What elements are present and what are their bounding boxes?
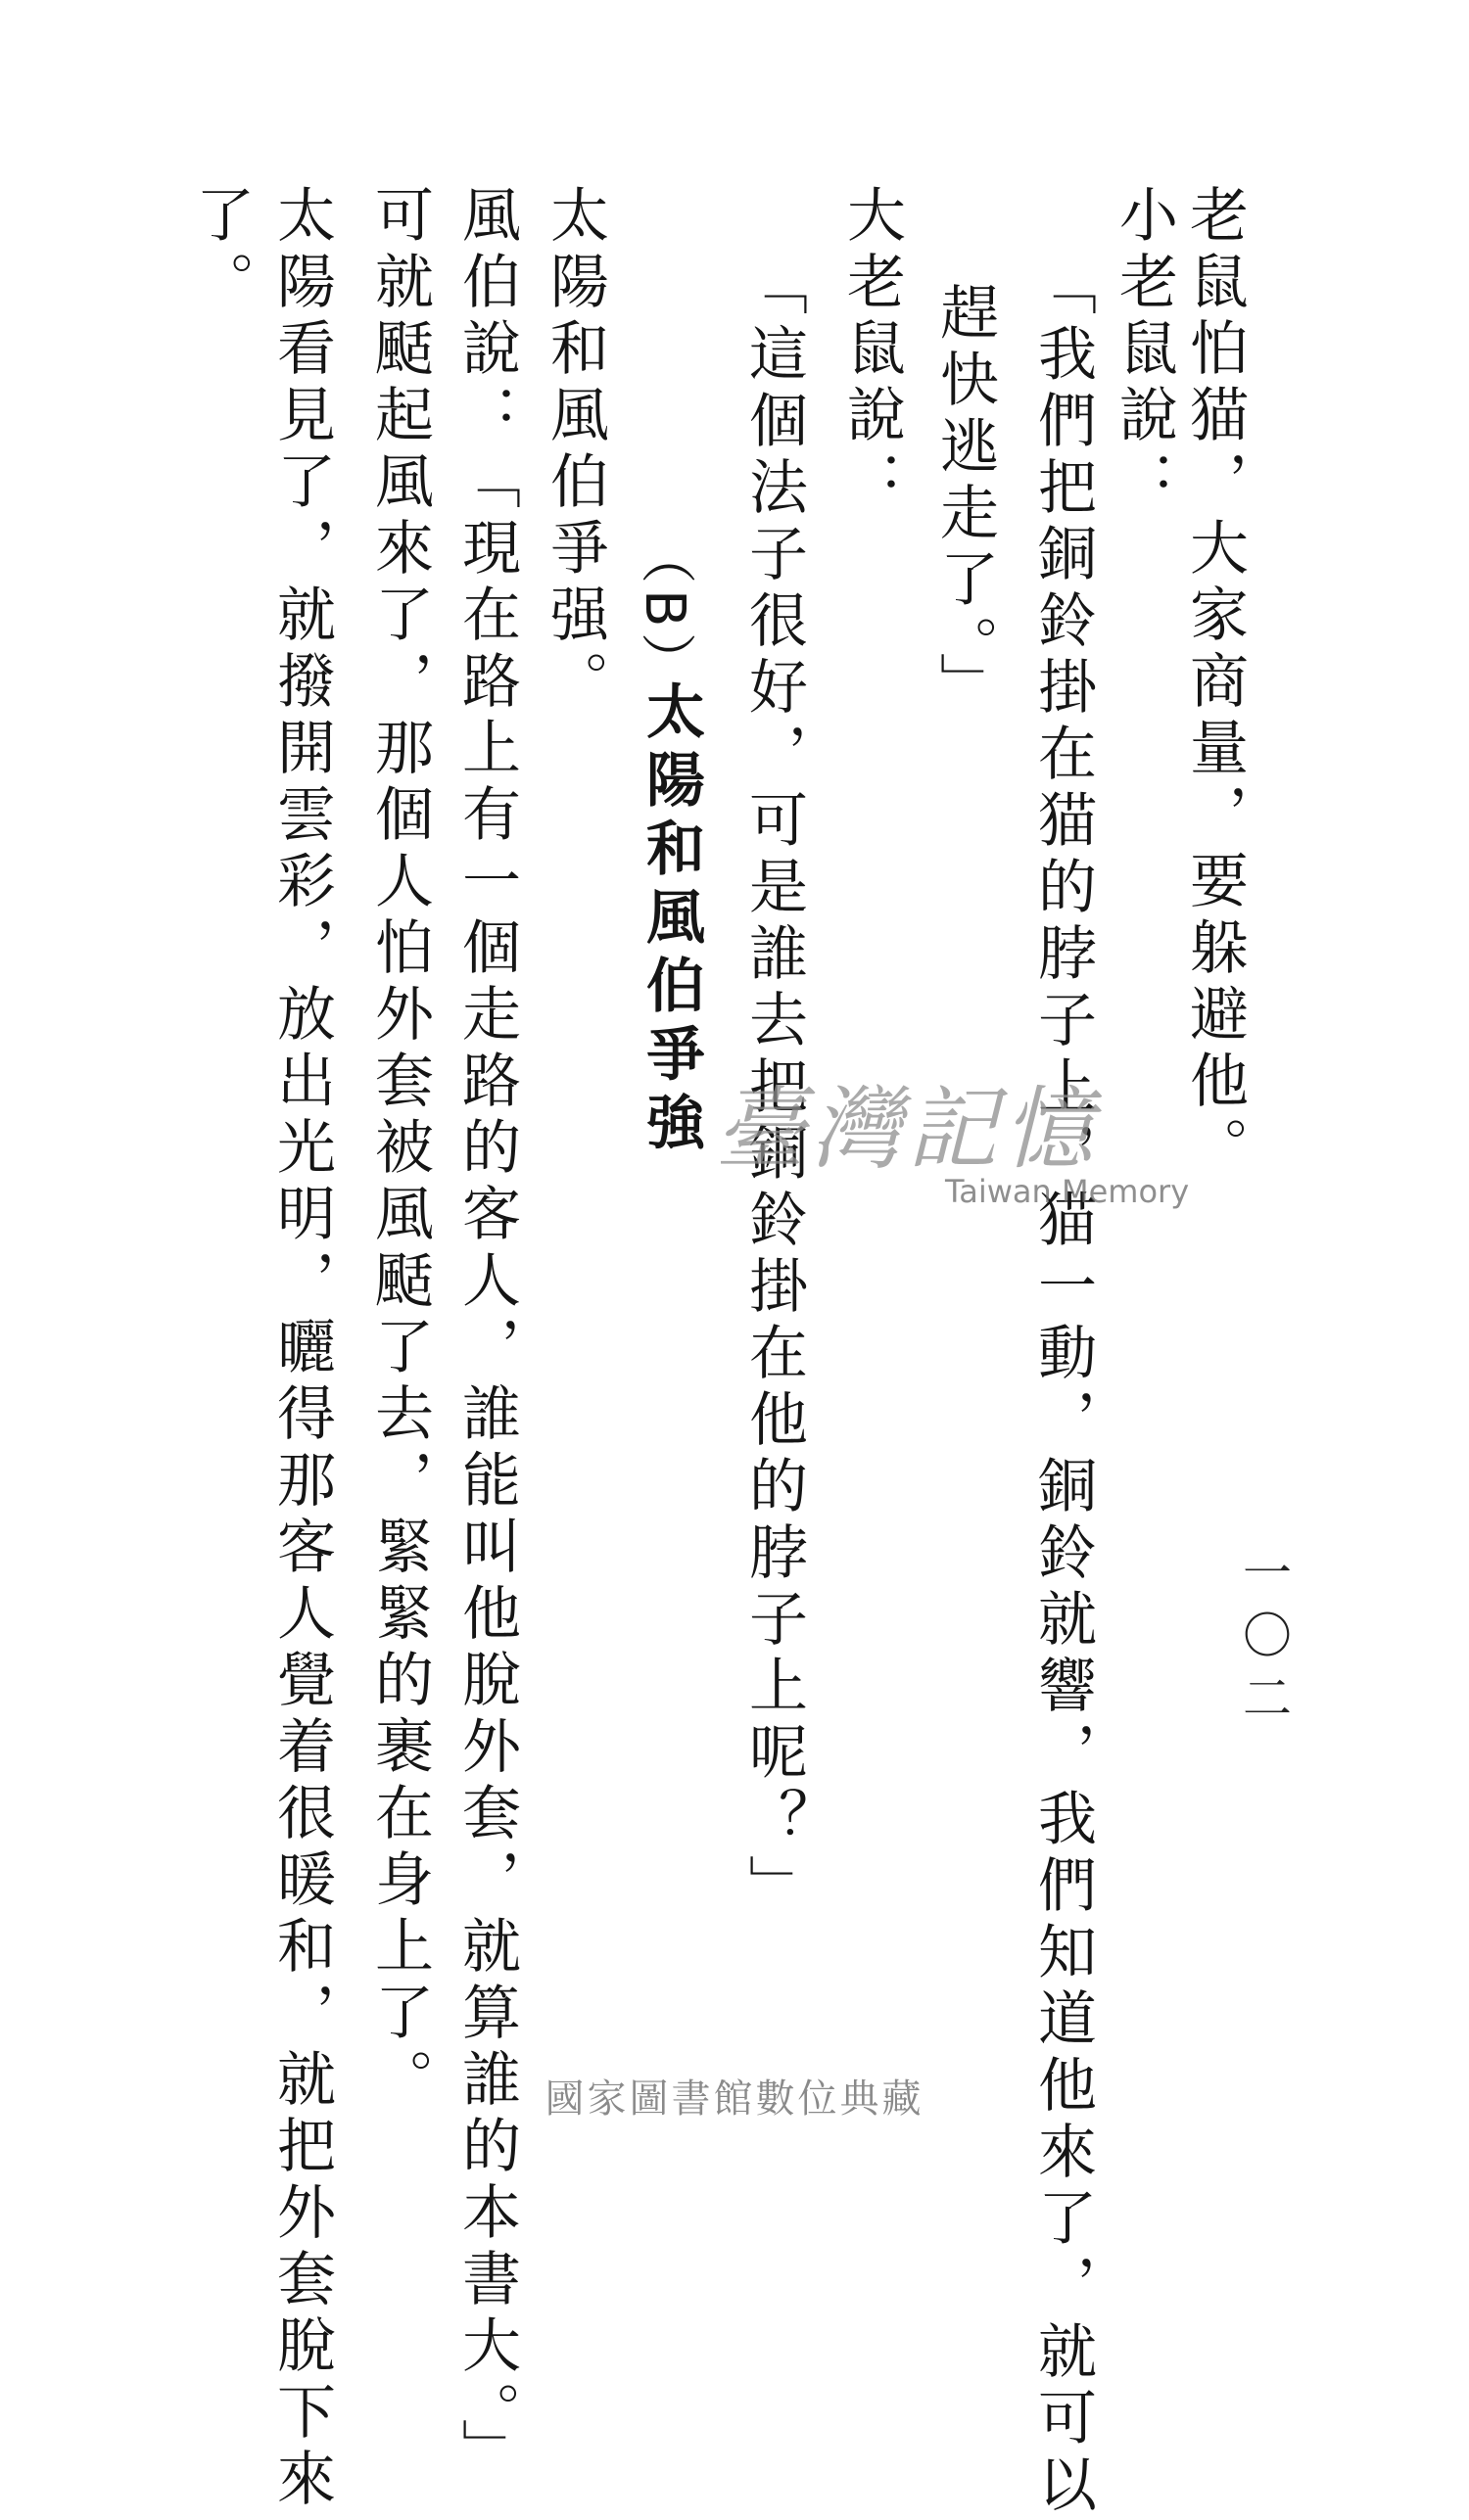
text-column-3: 「我們把銅鈴掛在猫的脖子上，猫一動，銅鈴就響，我們知道他來了，就可以 — [1028, 257, 1097, 2520]
footer-credit: 國家圖書館數位典藏 — [545, 2077, 924, 2122]
text-column-11: 了。 — [186, 184, 255, 317]
text-column-1: 老鼠怕猫，大家商量，要躲避他。 — [1180, 184, 1249, 1183]
text-column-4: 趕快逃走了。」 — [930, 282, 999, 719]
page-number: 一〇二 — [1235, 1547, 1292, 1735]
text-column-8: 風伯說：「現在路上有一個走路的客人，誰能叫他脫外套，就算誰的本書大。」 — [452, 184, 521, 2485]
text-column-6: 「這個法子很好，可是誰去把銅鈴掛在他的脖子上呢？」 — [739, 257, 808, 1921]
text-column-2: 小老鼠說： — [1110, 184, 1178, 517]
text-column-5: 大老鼠說： — [837, 184, 906, 517]
text-column-7: 太陽和風伯爭强。 — [541, 184, 609, 717]
text-column-9: 可就颳起風來了，那個人怕外套被風颳了去，緊緊的裹在身上了。 — [365, 184, 434, 2115]
text-column-10: 太陽看見了，就撥開雲彩，放出光明，曬得那客人覺着很暖和，就把外套脫下來 — [267, 184, 336, 2514]
watermark-subtext: Taiwan Memory — [945, 1173, 1190, 1210]
section-heading: 太陽和風伯爭強 — [637, 680, 705, 1160]
taiwan-memory-watermark — [715, 1057, 1190, 1214]
section-label: （B） — [633, 529, 696, 694]
watermark-logo-text: 臺灣記憶 — [715, 1077, 1100, 1182]
